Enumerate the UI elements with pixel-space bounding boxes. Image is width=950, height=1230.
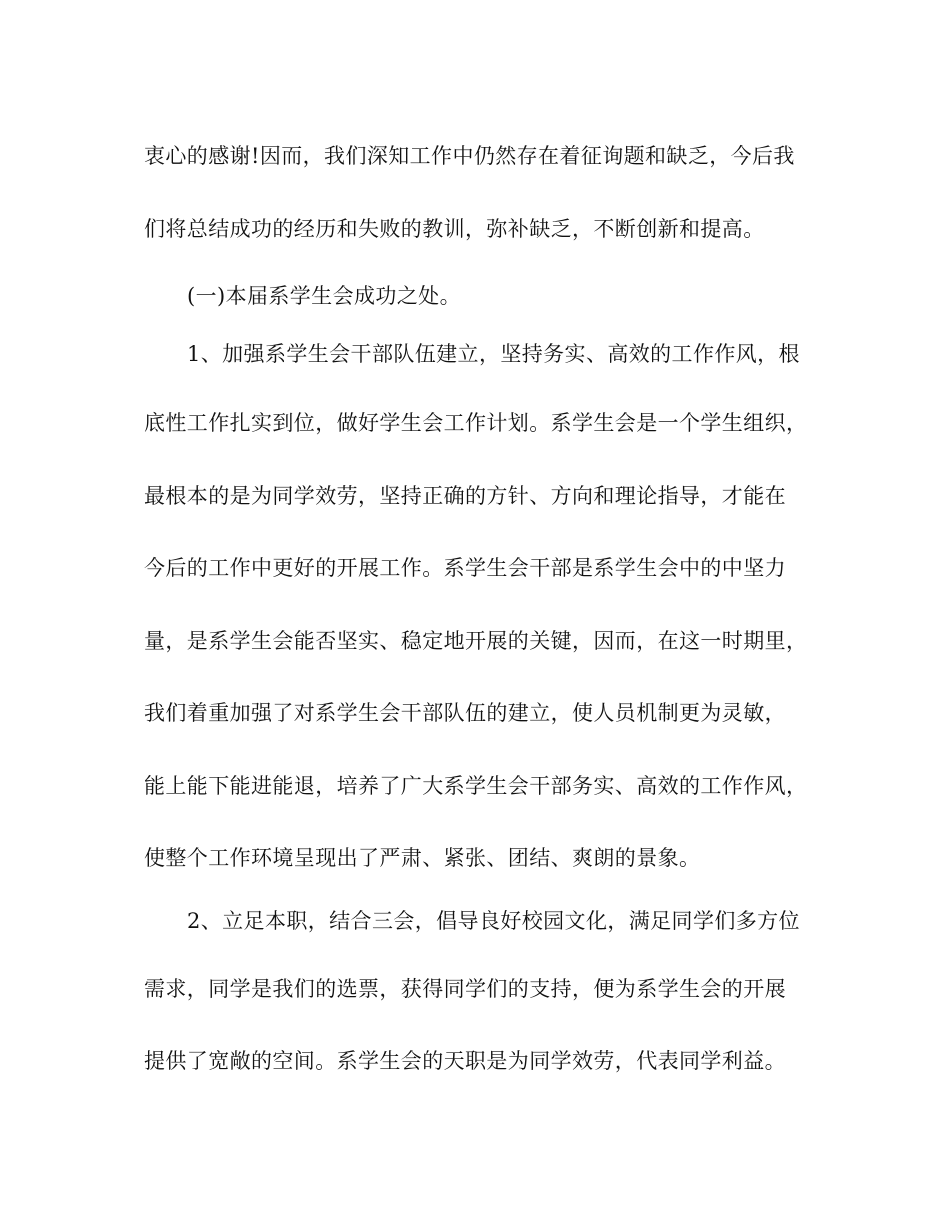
text-line: 提供了宽敞的空间。系学生会的天职是为同学效劳，代表同学利益。 <box>144 1049 786 1073</box>
text-line: 底性工作扎实到位，做好学生会工作计划。系学生会是一个学生组织， <box>144 411 808 435</box>
text-line: 最根本的是为同学效劳，坚持正确的方针、方向和理论指导，才能在 <box>144 484 786 508</box>
text-line: 们将总结成功的经历和失败的教训，弥补缺乏，不断创新和提高。 <box>144 217 765 241</box>
text-line: 能上能下能进能退，培养了广大系学生会干部务实、高效的工作作风， <box>144 774 808 798</box>
text-line: 需求，同学是我们的选票，获得同学们的支持，便为系学生会的开展 <box>144 977 786 1001</box>
text-line: 量，是系学生会能否坚实、稳定地开展的关键，因而，在这一时期里， <box>144 629 808 653</box>
text-line: 使整个工作环境呈现出了严肃、紧张、团结、爽朗的景象。 <box>144 846 701 870</box>
text-line: 今后的工作中更好的开展工作。系学生会干部是系学生会中的中坚力 <box>144 556 786 580</box>
text-line: 我们着重加强了对系学生会干部队伍的建立，使人员机制更为灵敏， <box>144 701 786 725</box>
text-line: 1、加强系学生会干部队伍建立，坚持务实、高效的工作作风，根 <box>187 342 800 366</box>
text-line: 2、立足本职，结合三会，倡导良好校园文化，满足同学们多方位 <box>187 909 800 933</box>
text-line: 衷心的感谢!因而，我们深知工作中仍然存在着征询题和缺乏，今后我 <box>144 144 795 168</box>
section-heading: (一)本届系学生会成功之处。 <box>187 284 461 308</box>
